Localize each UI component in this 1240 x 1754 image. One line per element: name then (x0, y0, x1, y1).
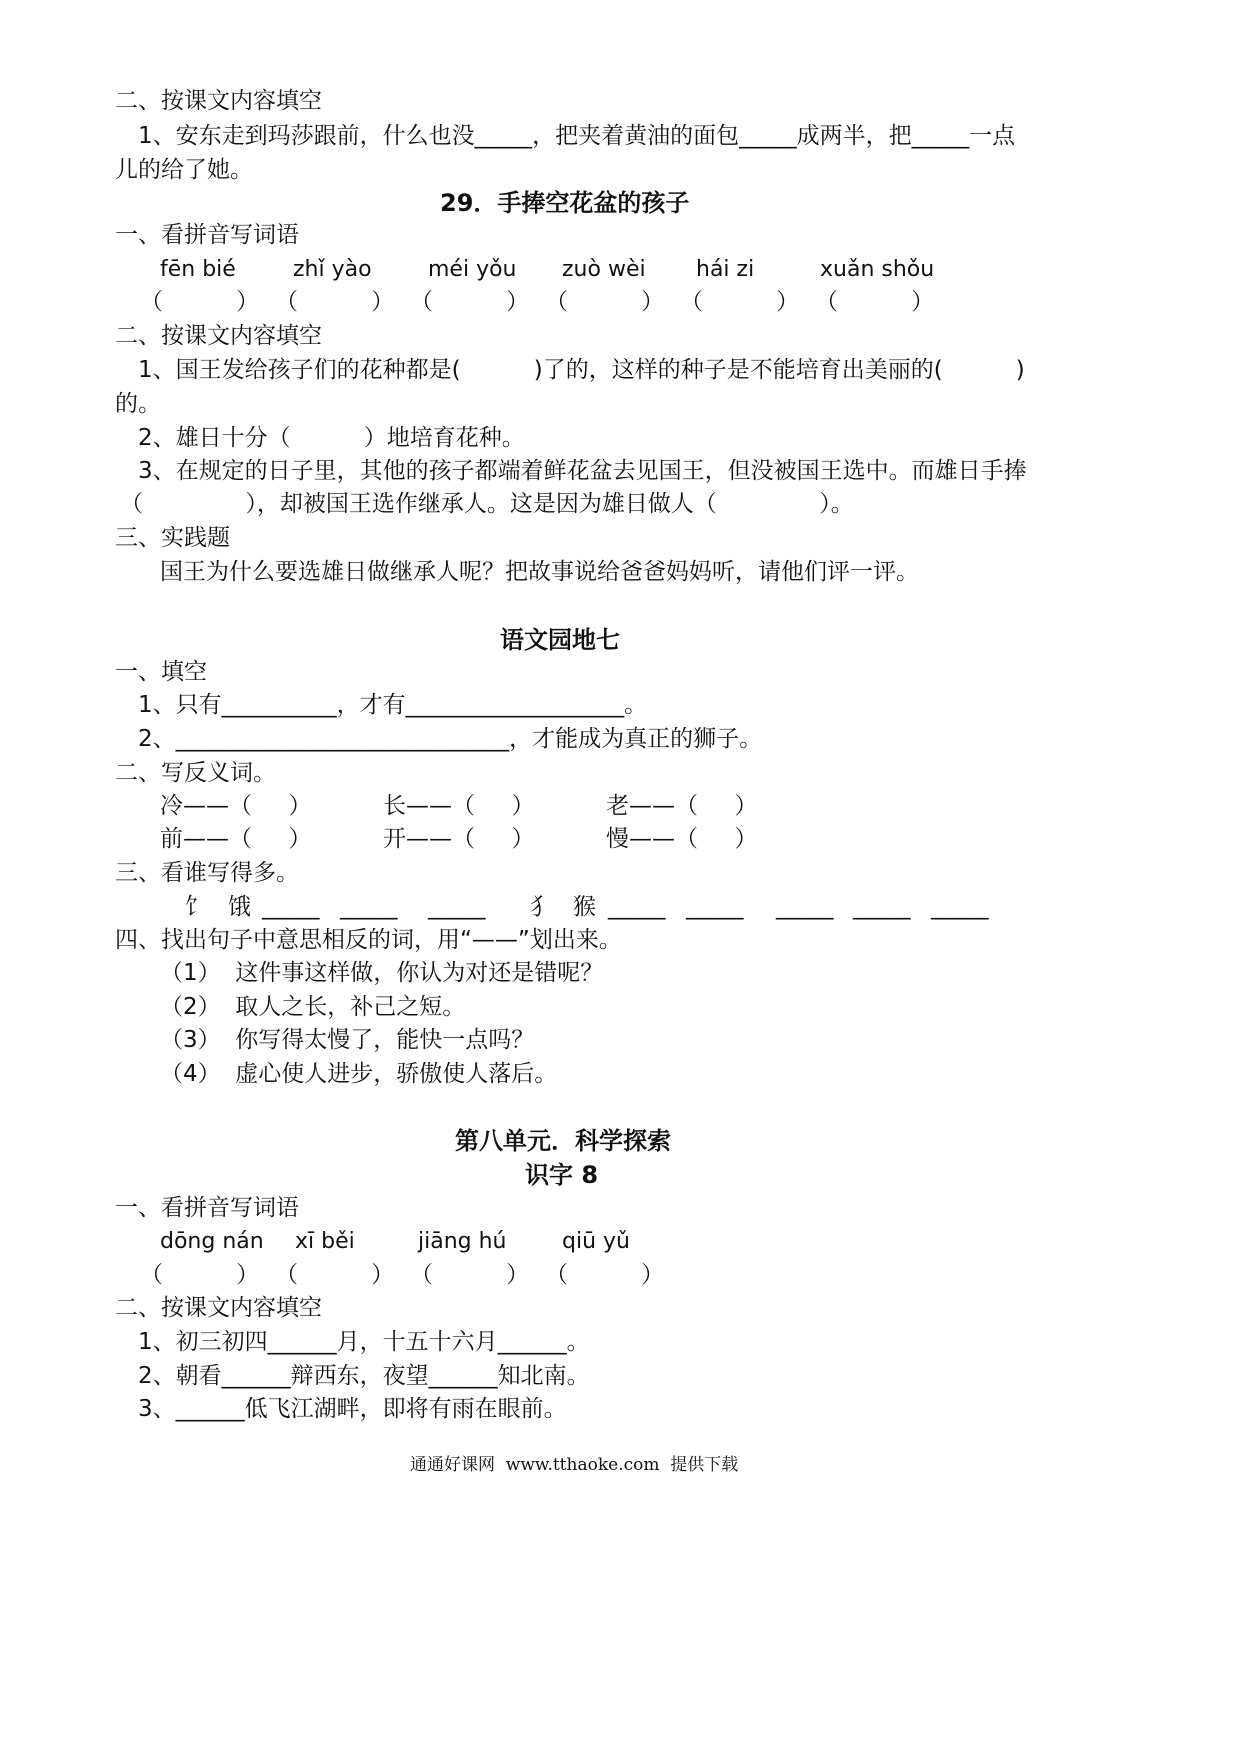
unit8-title: 第八单元．科学探索 (455, 1127, 671, 1155)
yuwen7-part1-heading: 一、填空 (115, 659, 207, 685)
antonym-item: 老——（ ） (606, 793, 758, 819)
lesson29-q3-line2: （ ），却被国王选作继承人。这是因为雄日做人（ ）。 (120, 491, 854, 517)
lesson29-part1-heading: 一、看拼音写词语 (115, 222, 299, 248)
lesson29-part3-text: 国王为什么要选雄日做继承人呢？把故事说给爸爸妈妈听，请他们评一评。 (160, 559, 919, 585)
unit8-q2: 2、朝看______辩西东，夜望______知北南。 (138, 1363, 590, 1389)
example-char-hou: 猴 (573, 894, 596, 920)
pinyin-4: qiū yǔ (562, 1229, 630, 1254)
unit8-subtitle: 识字 8 (525, 1161, 599, 1189)
write-blank: _____ (776, 894, 834, 920)
lesson29-q2: 2、雄日十分（ ）地培育花种。 (138, 425, 525, 451)
section28-part2-heading: 二、按课文内容填空 (115, 88, 322, 114)
antonym-item: 长——（ ） (383, 793, 535, 819)
pinyin-2: xī běi (295, 1229, 355, 1254)
page-footer: 通通好课网 www.tthaoke.com 提供下载 (410, 1455, 739, 1475)
pinyin-4: zuò wèi (562, 257, 646, 282)
section28-q1-line2: 儿的给了她。 (115, 157, 253, 183)
sentence-4: （4） 虚心使人进步，骄傲使人落后。 (160, 1061, 558, 1087)
yuwen7-title: 语文园地七 (500, 626, 620, 654)
lesson29-part3-heading: 三、实践题 (115, 525, 230, 551)
pinyin-5: hái zi (696, 257, 755, 282)
unit8-part2-heading: 二、按课文内容填空 (115, 1295, 322, 1321)
sentence-3: （3） 你写得太慢了，能快一点吗？ (160, 1027, 535, 1053)
answer-blank-2: （ ） (275, 1262, 395, 1288)
write-blank: _____ (340, 894, 398, 920)
pinyin-1: fēn bié (160, 257, 236, 282)
write-blank: _____ (262, 894, 320, 920)
pinyin-3: jiāng hú (418, 1229, 507, 1254)
antonym-item: 慢——（ ） (606, 826, 758, 852)
section28-q1-line1: 1、安东走到玛莎跟前，什么也没_____，把夹着黄油的面包_____成两半，把_____一点 (138, 123, 1016, 149)
antonym-item: 冷——（ ） (160, 793, 312, 819)
answer-blank-2: （ ） (275, 289, 395, 315)
unit8-q1: 1、初三初四______月，十五十六月______。 (138, 1329, 590, 1355)
yuwen7-part4-heading: 四、找出句子中意思相反的词，用“——”划出来。 (115, 927, 622, 953)
answer-blank-5: （ ） (680, 289, 800, 315)
yuwen7-part3-heading: 三、看谁写得多。 (115, 860, 299, 886)
yuwen7-q1: 1、只有__________，才有___________________。 (138, 692, 648, 718)
answer-blank-6: （ ） (815, 289, 935, 315)
answer-blank-1: （ ） (140, 289, 260, 315)
answer-blank-3: （ ） (410, 1262, 530, 1288)
unit8-q3: 3、______低飞江湖畔，即将有雨在眼前。 (138, 1396, 567, 1422)
lesson29-part2-heading: 二、按课文内容填空 (115, 323, 322, 349)
lesson29-q1-line1: 1、国王发给孩子们的花种都是( )了的，这样的种子是不能培育出美丽的( ) (138, 357, 1025, 383)
unit8-part1-heading: 一、看拼音写词语 (115, 1195, 299, 1221)
write-blank: _____ (608, 894, 666, 920)
lesson29-q1-line2: 的。 (115, 391, 161, 417)
pinyin-3: méi yǒu (428, 257, 517, 282)
lesson29-q3-line1: 3、在规定的日子里，其他的孩子都端着鲜花盆去见国王，但没被国王选中。而雄日手捧 (138, 458, 1027, 484)
lesson29-title: 29．手捧空花盆的孩子 (440, 189, 690, 217)
example-char-e: 饿 (228, 894, 251, 920)
write-blank: _____ (853, 894, 911, 920)
antonym-item: 前——（ ） (160, 826, 312, 852)
write-blank: _____ (428, 894, 486, 920)
yuwen7-q2: 2、_____________________________，才能成为真正的狮子。 (138, 726, 763, 752)
sentence-2: （2） 取人之长，补己之短。 (160, 994, 466, 1020)
radical-shi: 饣 (185, 894, 208, 920)
answer-blank-4: （ ） (545, 1262, 665, 1288)
radical-quan: 犭 (530, 894, 553, 920)
pinyin-1: dōng nán (160, 1229, 264, 1254)
sentence-1: （1） 这件事这样做，你认为对还是错呢？ (160, 960, 604, 986)
yuwen7-part2-heading: 二、写反义词。 (115, 760, 276, 786)
pinyin-6: xuǎn shǒu (820, 257, 935, 282)
write-blank: _____ (931, 894, 989, 920)
answer-blank-3: （ ） (410, 289, 530, 315)
pinyin-2: zhǐ yào (293, 257, 372, 282)
answer-blank-4: （ ） (545, 289, 665, 315)
answer-blank-1: （ ） (140, 1262, 260, 1288)
antonym-item: 开——（ ） (383, 826, 535, 852)
write-blank: _____ (686, 894, 744, 920)
